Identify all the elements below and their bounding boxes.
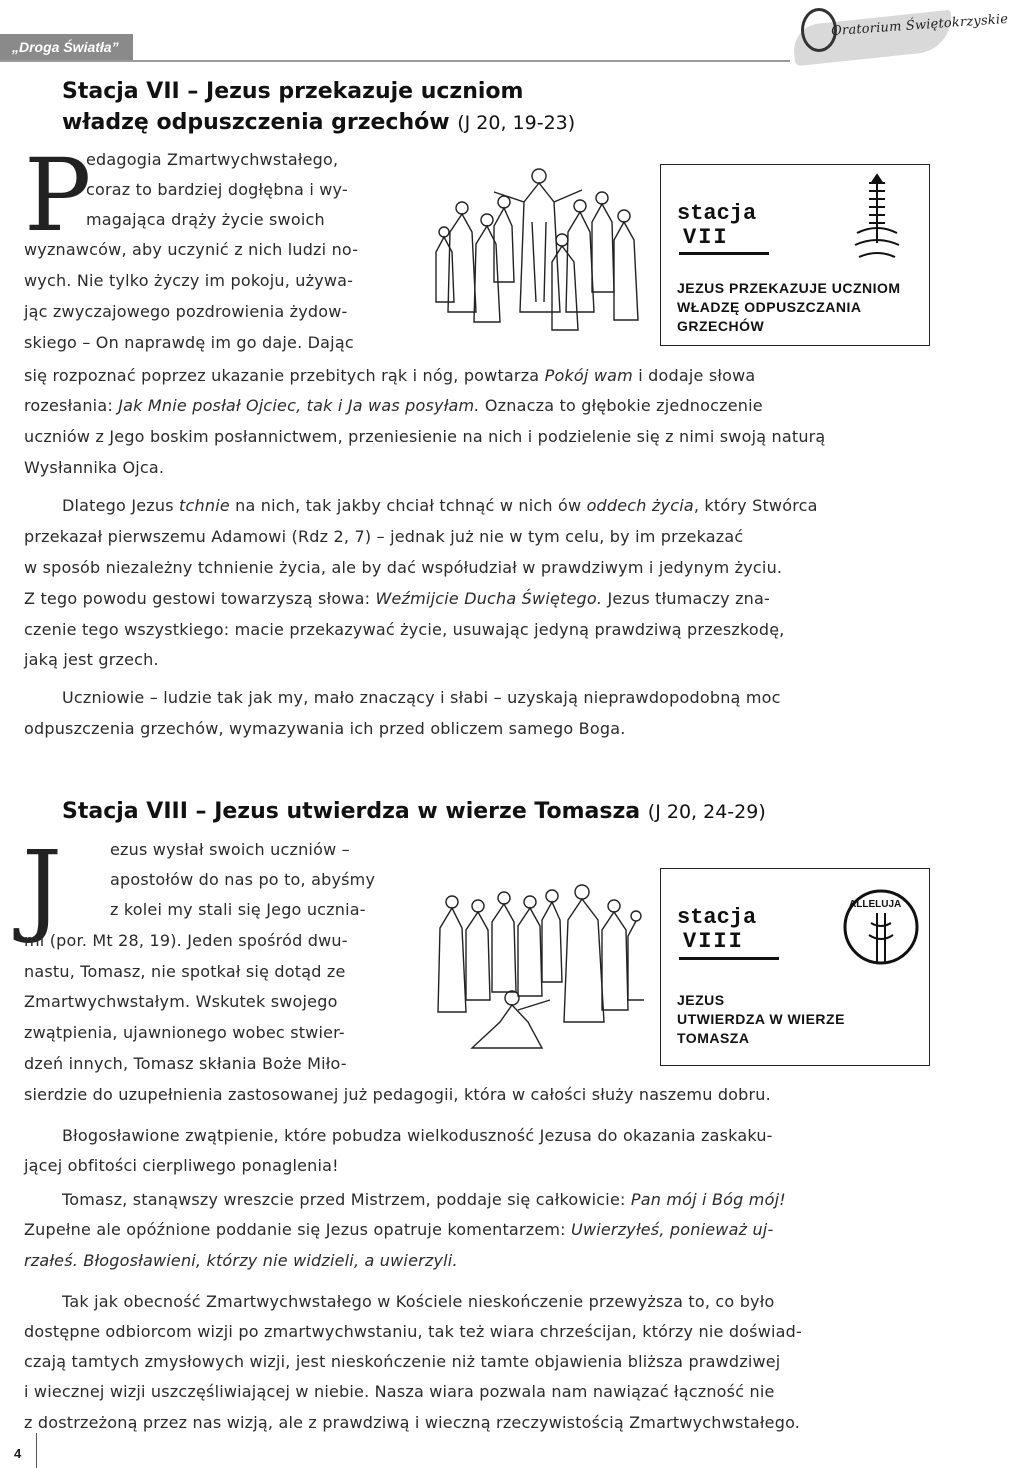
section-tab-label: „Droga Światła” [12, 39, 119, 55]
page-number: 4 [14, 1446, 22, 1461]
text-line: odpuszczenia grzechów, wymazywania ich przed obliczem samego Boga. [24, 719, 626, 738]
text-line: Dlatego Jezus tchnie na nich, tak jakby chciał tchnąć w nich ów oddech życia, który Stwórca [62, 496, 818, 515]
station-7-title-line2: władzę odpuszczenia grzechów (J 20, 19-23) [62, 110, 576, 135]
text-line: uczniów z Jego boskim posłannictwem, przeniesienie na nich i podzielenie się z nimi swoją naturą [24, 427, 826, 446]
text-line: przekazał pierwszemu Adamowi (Rdz 2, 7) – jednak już nie w tym celu, by im przekazać [24, 527, 744, 546]
text-line: edagogia Zmartwychwstałego, [86, 150, 339, 169]
card-caption: JEZUS UTWIERDZA W WIERZE TOMASZA [677, 992, 845, 1046]
text-line: jącej obfitości cierpliwego ponaglenia! [24, 1156, 339, 1175]
text-line: mi (por. Mt 28, 19). Jeden spośród dwu- [24, 931, 348, 950]
card-station-number: VIII [683, 929, 744, 954]
station-7-card [660, 164, 930, 346]
card-caption: JEZUS PRZEKAZUJE UCZNIOM WŁADZĘ ODPUSZCZANIA GRZECHÓW [677, 280, 901, 334]
text-line: Zupełne ale opóźnione poddanie się Jezus opatruje komentarzem: Uwierzyłeś, ponieważ uj- [24, 1220, 774, 1239]
text-line: jąc zwyczajowego pozdrowienia żydow- [24, 302, 348, 321]
text-line: wyznawców, aby uczynić z nich ludzi no- [24, 240, 359, 259]
station-8-ref: (J 20, 24-29) [647, 801, 766, 823]
station-8-dropcap: J [22, 829, 63, 946]
text-line: z kolei my stali się Jego ucznia- [110, 900, 366, 919]
station-8-card [660, 868, 930, 1066]
text-line: się rozpoznać poprzez ukazanie przebitych rąk i nóg, powtarza Pokój wam i dodaje słowa [24, 366, 756, 385]
text-line: rozesłania: Jak Mnie posłał Ojciec, tak i Ja was posyłam. Oznacza to głębokie zjednoczenie [24, 396, 763, 415]
page-divider [36, 1433, 37, 1468]
text-line: jaką jest grzech. [24, 650, 159, 669]
text-line: Wysłannika Ojca. [24, 458, 165, 477]
text-line: z dostrzeżoną przez nas wizją, ale z prawdziwą i wieczną rzeczywistością Zmartwychwstałego. [24, 1413, 801, 1432]
alleluja-emblem-icon [841, 883, 919, 967]
station-7-title [62, 76, 575, 139]
station-8-title: Stacja VIII – Jezus utwierdza w wierze Tomasza (J 20, 24-29) [62, 799, 766, 824]
text-line: ezus wysłał swoich uczniów – [110, 840, 350, 859]
text-line: coraz to bardziej dogłębna i wy- [86, 180, 348, 199]
card-stacja-label: stacja [677, 201, 757, 226]
disciples-illustration [432, 162, 646, 334]
text-line: czają tamtych zmysłowych wizji, jest nieskończenie niż tamte objawienia bliższa prawdziwej [24, 1352, 781, 1371]
logo-text: Oratorium Świętokrzyskie [830, 11, 1009, 40]
text-line: i wiecznej wizji uszczęśliwiającej w niebie. Nasza wiara pozwala nam nawiązać łączność nie [24, 1382, 775, 1401]
section-tab [0, 34, 133, 60]
text-line: dzeń innych, Tomasz skłania Boże Miło- [24, 1054, 347, 1073]
text-line: sierdzie do uzupełnienia zastosowanej już pedagogii, która w całości służy naszemu dobru. [24, 1085, 771, 1104]
header-rule [0, 60, 790, 62]
station-7-title-line1: Stacja VII – Jezus przekazuje uczniom [62, 79, 524, 104]
station-7-ref: (J 20, 19-23) [457, 112, 576, 134]
text-line: zwątpienia, ujawnionego wobec stwier- [24, 1023, 345, 1042]
text-line: Błogosławione zwątpienie, które pobudza wielkoduszność Jezusa do okazania zaskaku- [62, 1126, 773, 1145]
text-line: skiego – On naprawdę im go daje. Dając [24, 333, 354, 352]
text-line: Z tego powodu gestowi towarzyszą słowa: Weźmijcie Ducha Świętego. Jezus tłumaczy zna- [24, 589, 770, 608]
text-line: w sposób niezależny tchnienie życia, ale by dać współudział w prawdziwym i jedynym życiu. [24, 558, 783, 577]
text-line: dostępne odbiorcom wizji po zmartwychwstaniu, tak też wiara chrześcijan, którzy nie doświad- [24, 1322, 802, 1341]
card-stacja-label: stacja [677, 905, 757, 930]
thomas-illustration [432, 872, 646, 1052]
alleluja-label: ALLELUJA [849, 899, 902, 910]
text-line: apostołów do nas po to, abyśmy [110, 870, 376, 889]
cross-dove-icon [849, 173, 905, 269]
card-rule [679, 252, 769, 255]
text-line: Uczniowie – ludzie tak jak my, mało znaczący i słabi – uzyskają nieprawdopodobną moc [62, 688, 781, 707]
text-line: magająca drąży życie swoich [86, 210, 325, 229]
text-line: Tomasz, stanąwszy wreszcie przed Mistrzem, poddaje się całkowicie: Pan mój i Bóg mój! [62, 1190, 786, 1209]
text-line: wych. Nie tylko życzy im pokoju, używa- [24, 271, 354, 290]
text-line: nastu, Tomasz, nie spotkał się dotąd ze [24, 962, 346, 981]
text-line: Zmartwychwstałym. Wskutek swojego [24, 992, 338, 1011]
text-line: Tak jak obecność Zmartwychwstałego w Kościele nieskończenie przewyższa to, co było [62, 1292, 775, 1311]
card-station-number: VII [683, 225, 729, 250]
publisher-logo [793, 2, 1009, 60]
station-7-dropcap: P [24, 137, 92, 254]
card-rule [679, 957, 779, 960]
text-line: czenie tego wszystkiego: macie przekazywać życie, usuwając jedyną prawdziwą przeszkodę, [24, 620, 785, 639]
text-line: rzałeś. Błogosławieni, którzy nie widzieli, a uwierzyli. [24, 1251, 458, 1270]
